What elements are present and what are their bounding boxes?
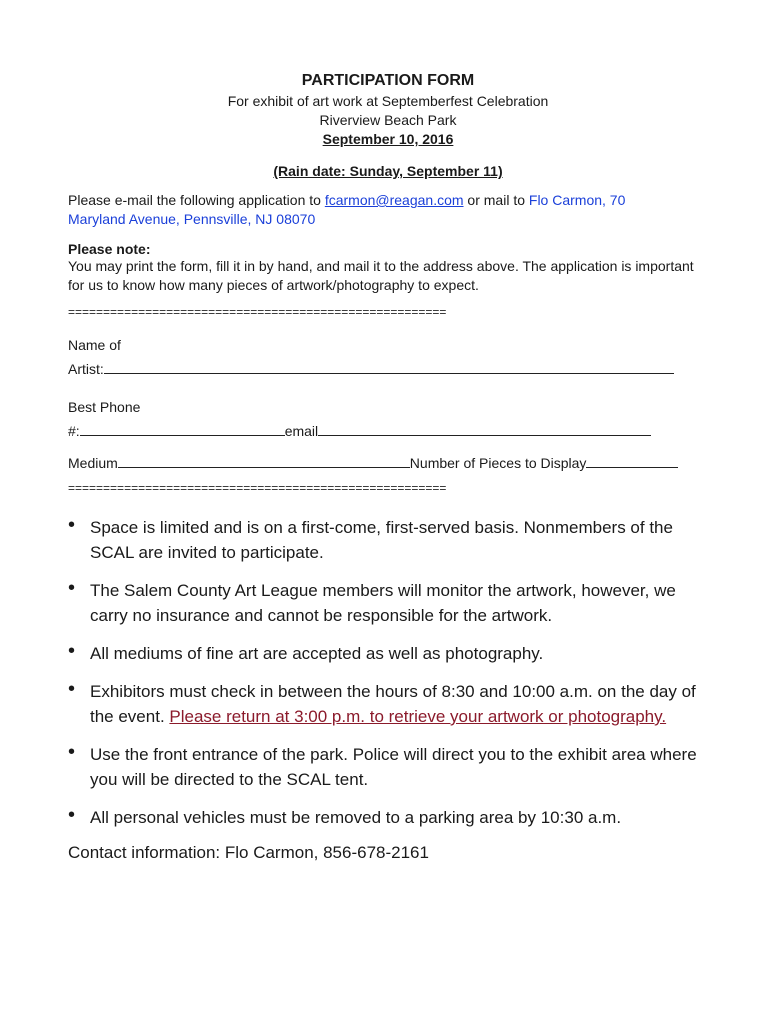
phone-line[interactable] bbox=[80, 420, 285, 436]
medium-pieces-field bbox=[68, 451, 708, 475]
phone-email-field bbox=[68, 395, 708, 443]
name-label-2: Artist: bbox=[68, 361, 104, 377]
medium-line[interactable] bbox=[118, 452, 410, 468]
medium-label: Medium bbox=[68, 455, 118, 471]
event-location: Riverview Beach Park bbox=[319, 112, 457, 128]
phone-label-2: #: bbox=[68, 423, 80, 439]
intro-paragraph bbox=[68, 191, 708, 229]
name-label-1: Name of bbox=[68, 337, 121, 353]
mailing-address-1: Flo Carmon, 70 bbox=[528, 192, 626, 208]
divider-top: ====================================================== bbox=[68, 305, 447, 319]
bullet-icon: • bbox=[68, 741, 76, 763]
rules-list bbox=[68, 515, 708, 830]
divider-bottom: ====================================================== bbox=[68, 481, 447, 495]
list-item: • All personal vehicles must be removed to a parking area by 10:30 a.m. bbox=[68, 804, 622, 827]
event-subtitle: For exhibit of art work at Septemberfest Celebration bbox=[227, 93, 549, 109]
bullet-icon: • bbox=[68, 640, 76, 662]
email-link[interactable]: fcarmon@reagan.com bbox=[324, 192, 464, 208]
email-line[interactable] bbox=[318, 420, 651, 436]
list-item: • The Salem County Art League members will monitor the artwork, however, we carry no insurance and cannot be responsible for the artwork. bbox=[68, 577, 676, 625]
email-label: email bbox=[284, 423, 319, 439]
list-item: • Use the front entrance of the park. Police will direct you to the exhibit area where you will be directed to the SCAL tent. bbox=[68, 741, 697, 789]
bullet-icon: • bbox=[68, 577, 76, 599]
list-item: • Space is limited and is on a first-come, first-served basis. Nonmembers of the SCAL are invited to participate. bbox=[68, 514, 673, 562]
note-text: You may print the form, fill it in by hand, and mail it to the address above. The application is important for us to know how many pieces of artwork/photography to expect. bbox=[68, 258, 694, 293]
form-page bbox=[68, 68, 708, 863]
page-title: PARTICIPATION FORM bbox=[301, 72, 475, 89]
mailing-address-2: Maryland Avenue, Pennsville, NJ 08070 bbox=[68, 211, 316, 227]
event-date: September 10, 2016 bbox=[322, 131, 454, 147]
list-item: • Exhibitors must check in between the hours of 8:30 and 10:00 a.m. on the day of the event. Please return at 3:00 p.m. to retrieve your artwork or photography. bbox=[68, 678, 696, 726]
artist-name-line[interactable] bbox=[104, 358, 674, 374]
rain-date: (Rain date: Sunday, September 11) bbox=[273, 163, 503, 179]
bullet-icon: • bbox=[68, 804, 76, 826]
note-heading: Please note: bbox=[68, 241, 151, 257]
artist-name-field bbox=[68, 333, 708, 381]
pieces-label: Number of Pieces to Display bbox=[409, 455, 587, 471]
intro-prefix: Please e-mail the following application to bbox=[68, 192, 325, 208]
bullet-icon: • bbox=[68, 678, 76, 700]
contact-info: Contact information: Flo Carmon, 856-678-2161 bbox=[68, 843, 429, 862]
return-time-note: Please return at 3:00 p.m. to retrieve your artwork or photography. bbox=[169, 707, 667, 726]
intro-mid: or mail to bbox=[463, 192, 529, 208]
phone-label-1: Best Phone bbox=[68, 399, 141, 415]
pieces-line[interactable] bbox=[586, 452, 678, 468]
bullet-icon: • bbox=[68, 514, 76, 536]
list-item: • All mediums of fine art are accepted as well as photography. bbox=[68, 640, 544, 663]
